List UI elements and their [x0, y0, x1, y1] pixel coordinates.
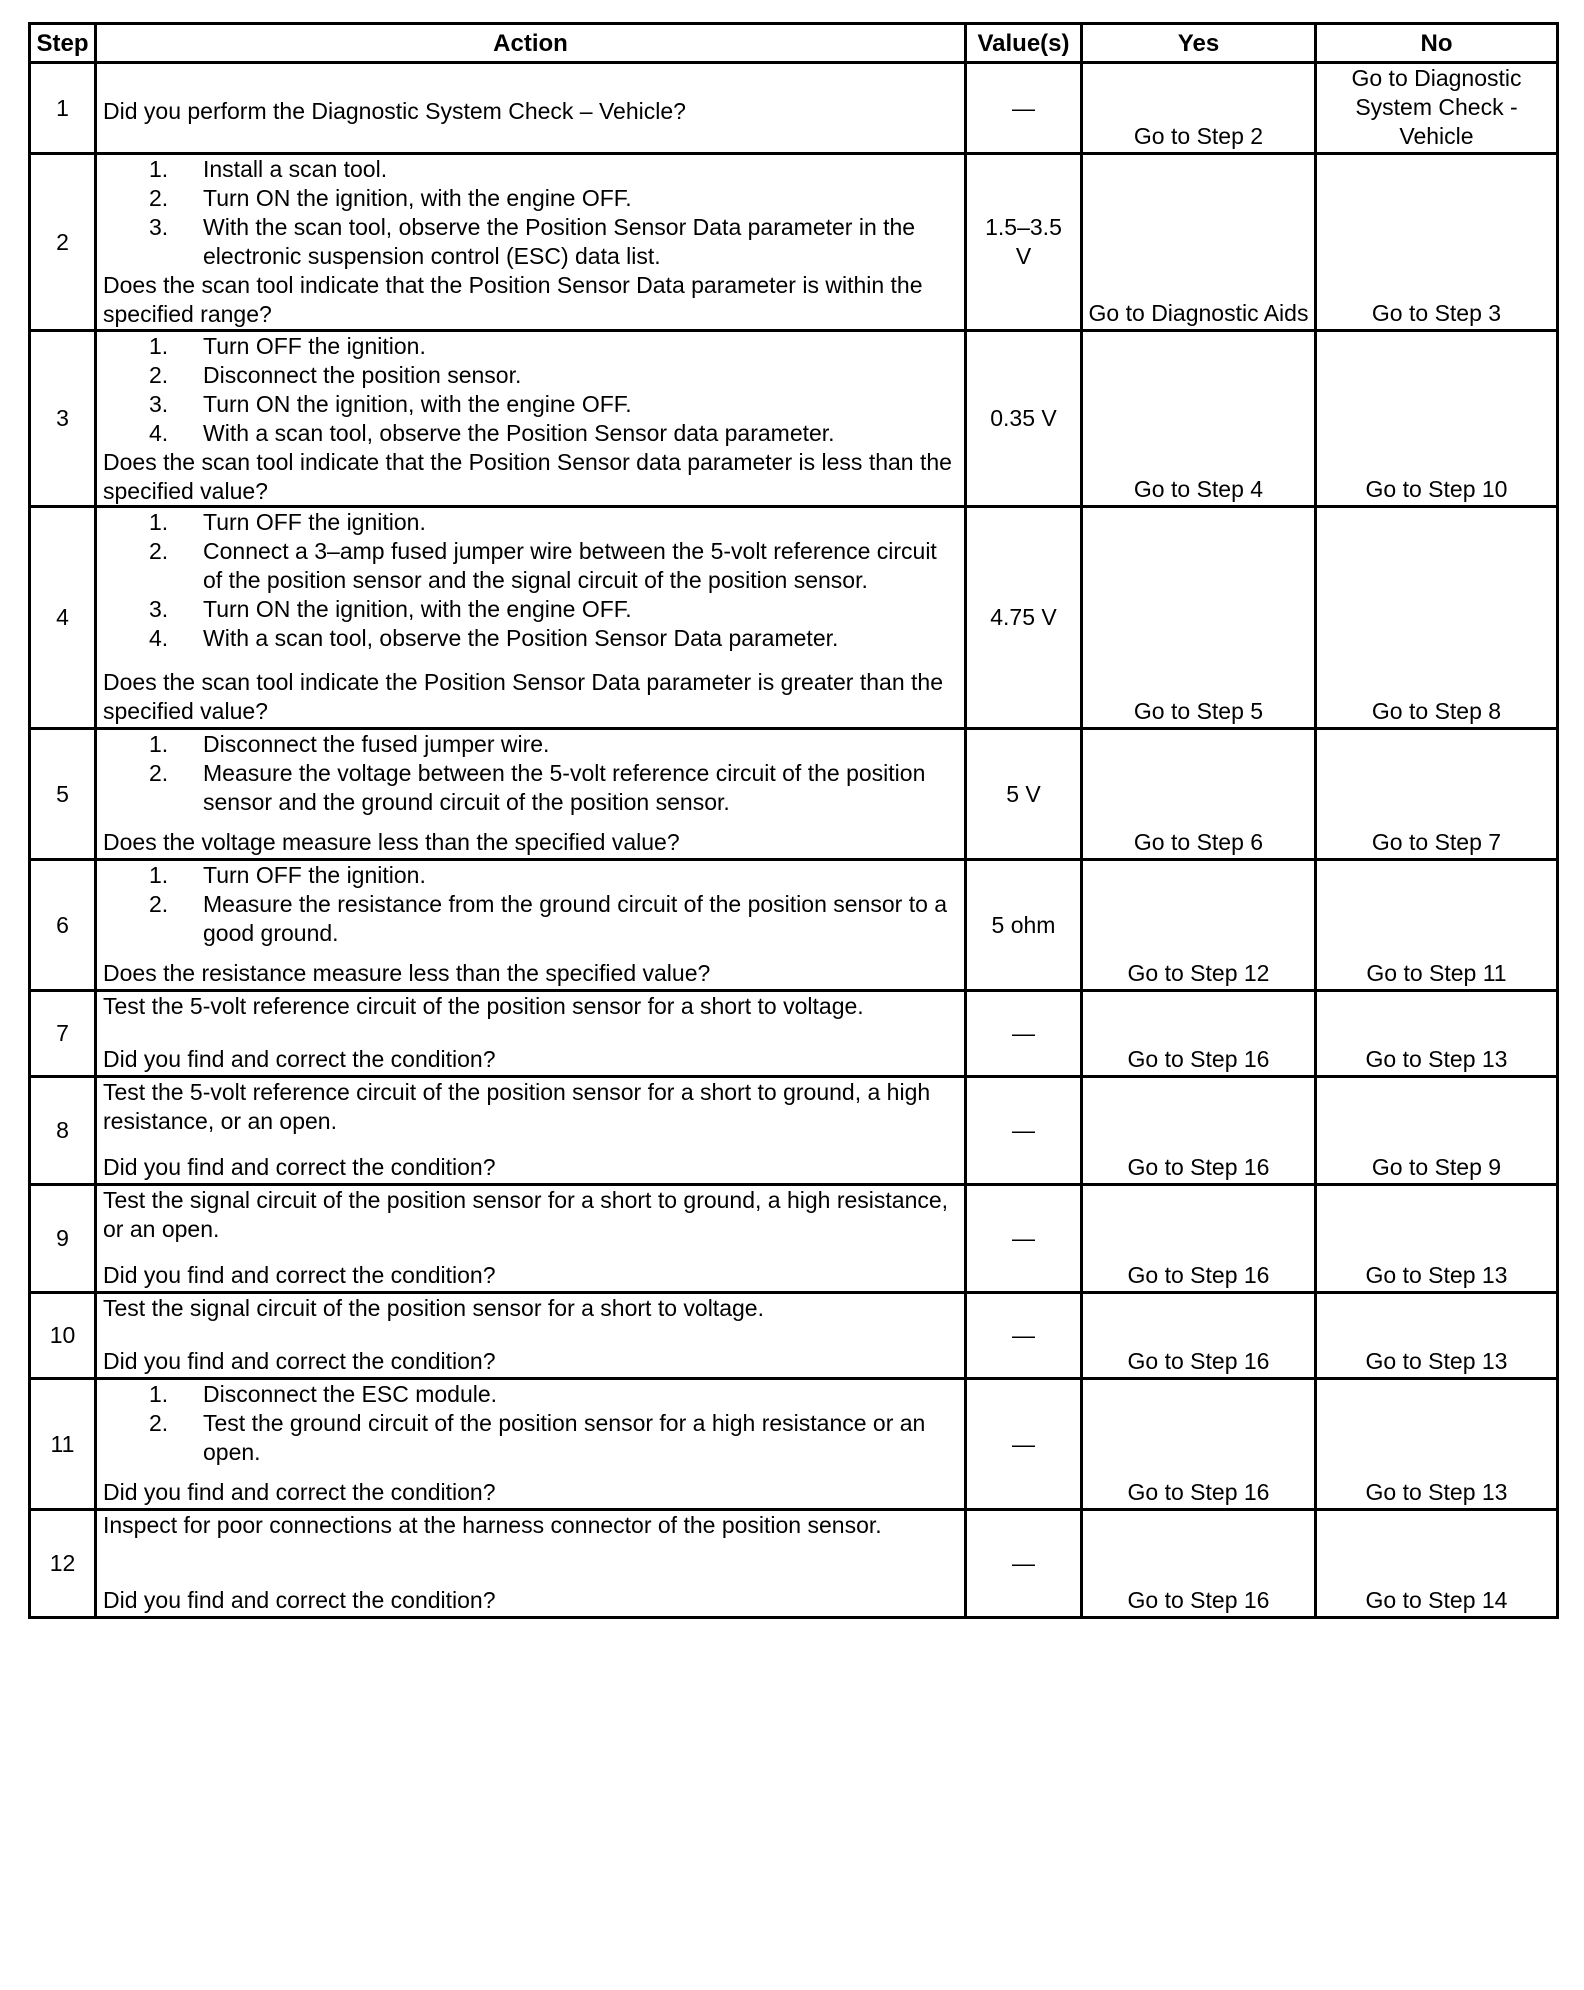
- action-instruction: Test the signal circuit of the position sensor for a short to voltage.: [103, 1295, 764, 1321]
- action-cell: [96, 860, 966, 991]
- table-row: [30, 991, 1558, 1077]
- no-cell: Go to Step 11: [1316, 860, 1558, 991]
- no-cell: Go to Step 9: [1316, 1077, 1558, 1185]
- table-body: [30, 63, 1558, 1618]
- action-cell: [96, 1379, 966, 1510]
- table-row: [30, 1293, 1558, 1379]
- diagnostic-table: [28, 22, 1559, 1619]
- table-row: [30, 507, 1558, 729]
- yes-cell: Go to Step 16: [1082, 1379, 1316, 1510]
- value-cell: —: [966, 991, 1082, 1077]
- action-question: Does the voltage measure less than the specified value?: [103, 829, 680, 855]
- value-cell: 5 ohm: [966, 860, 1082, 991]
- step-number: 3: [30, 331, 96, 507]
- value-cell: 1.5–3.5 V: [966, 154, 1082, 331]
- list-item-text: Turn OFF the ignition.: [203, 862, 426, 888]
- list-item-text: Disconnect the ESC module.: [203, 1381, 498, 1407]
- step-number: 4: [30, 507, 96, 729]
- yes-cell: Go to Step 16: [1082, 1510, 1316, 1618]
- no-cell: Go to Step 3: [1316, 154, 1558, 331]
- action-steps-list: [103, 861, 958, 948]
- list-item-text: Turn ON the ignition, with the engine OFF.: [203, 596, 632, 622]
- list-item-text: With a scan tool, observe the Position Sensor Data parameter.: [203, 625, 839, 651]
- value-cell: —: [966, 1379, 1082, 1510]
- value-cell: 5 V: [966, 729, 1082, 860]
- no-cell: Go to Step 13: [1316, 1293, 1558, 1379]
- action-instruction: Test the 5-volt reference circuit of the position sensor for a short to ground, a high resistance, or an open.: [103, 1079, 931, 1134]
- action-question: Does the scan tool indicate the Position Sensor Data parameter is greater than the specified value?: [103, 669, 943, 724]
- list-item-number: 1.: [149, 156, 169, 182]
- step-number: 9: [30, 1185, 96, 1293]
- action-question: Did you find and correct the condition?: [103, 1348, 496, 1374]
- list-item-number: 1.: [149, 509, 169, 535]
- list-item-number: 2.: [149, 760, 169, 786]
- value-cell: 4.75 V: [966, 507, 1082, 729]
- list-item-number: 3.: [149, 596, 169, 622]
- table-row: [30, 63, 1558, 154]
- step-number: 12: [30, 1510, 96, 1618]
- list-item-number: 1.: [149, 731, 169, 757]
- action-cell: [96, 154, 966, 331]
- yes-cell: Go to Step 5: [1082, 507, 1316, 729]
- action-cell: [96, 1185, 966, 1293]
- action-steps-list: [103, 508, 958, 653]
- header-row: [30, 24, 1558, 63]
- list-item: [149, 155, 958, 184]
- step-number: 5: [30, 729, 96, 860]
- no-cell: Go to Step 13: [1316, 991, 1558, 1077]
- list-item-number: 4.: [149, 420, 169, 446]
- list-item-number: 2.: [149, 362, 169, 388]
- list-item: [149, 861, 958, 890]
- step-number: 8: [30, 1077, 96, 1185]
- action-question: Does the scan tool indicate that the Position Sensor data parameter is less than the specified value?: [103, 449, 952, 504]
- action-question: Does the resistance measure less than the specified value?: [103, 960, 711, 986]
- list-item: [149, 624, 958, 653]
- action-cell: [96, 1077, 966, 1185]
- action-question: Did you find and correct the condition?: [103, 1046, 496, 1072]
- value-cell: —: [966, 1185, 1082, 1293]
- action-cell: [96, 507, 966, 729]
- no-cell: Go to Step 13: [1316, 1185, 1558, 1293]
- table-row: [30, 729, 1558, 860]
- no-cell: Go to Diagnostic System Check - Vehicle: [1316, 63, 1558, 154]
- action-cell: [96, 331, 966, 507]
- action-cell: [96, 1293, 966, 1379]
- list-item-number: 2.: [149, 185, 169, 211]
- value-cell: —: [966, 1293, 1082, 1379]
- no-cell: Go to Step 13: [1316, 1379, 1558, 1510]
- action-steps-list: [103, 332, 958, 448]
- list-item-text: Turn ON the ignition, with the engine OFF.: [203, 391, 632, 417]
- list-item-text: Turn OFF the ignition.: [203, 509, 426, 535]
- list-item: [149, 1380, 958, 1409]
- list-item-text: Measure the voltage between the 5-volt reference circuit of the position sensor and the ground circuit of the position sensor.: [203, 760, 926, 815]
- yes-cell: Go to Step 6: [1082, 729, 1316, 860]
- list-item: [149, 361, 958, 390]
- table-row: [30, 1510, 1558, 1618]
- action-instruction: Test the signal circuit of the position sensor for a short to ground, a high resistance, or an open.: [103, 1187, 949, 1242]
- list-item: [149, 332, 958, 361]
- value-cell: —: [966, 1510, 1082, 1618]
- list-item: [149, 390, 958, 419]
- no-cell: Go to Step 7: [1316, 729, 1558, 860]
- list-item-number: 3.: [149, 391, 169, 417]
- action-question: Did you perform the Diagnostic System Check – Vehicle?: [103, 98, 686, 124]
- list-item-text: Install a scan tool.: [203, 156, 388, 182]
- no-cell: Go to Step 10: [1316, 331, 1558, 507]
- yes-cell: Go to Step 4: [1082, 331, 1316, 507]
- list-item: [149, 419, 958, 448]
- list-item-number: 4.: [149, 625, 169, 651]
- action-cell: [96, 1510, 966, 1618]
- header-step: Step: [30, 24, 96, 63]
- table-row: [30, 331, 1558, 507]
- list-item: [149, 213, 958, 271]
- list-item-number: 2.: [149, 1410, 169, 1436]
- step-number: 6: [30, 860, 96, 991]
- table-row: [30, 1077, 1558, 1185]
- action-cell: [96, 991, 966, 1077]
- no-cell: Go to Step 14: [1316, 1510, 1558, 1618]
- list-item: [149, 537, 958, 595]
- action-question: Does the scan tool indicate that the Position Sensor Data parameter is within the specified range?: [103, 272, 923, 327]
- list-item: [149, 890, 958, 948]
- action-cell: [96, 63, 966, 154]
- yes-cell: Go to Step 16: [1082, 1293, 1316, 1379]
- step-number: 7: [30, 991, 96, 1077]
- action-cell: [96, 729, 966, 860]
- yes-cell: Go to Step 16: [1082, 991, 1316, 1077]
- list-item-number: 1.: [149, 1381, 169, 1407]
- yes-cell: Go to Step 16: [1082, 1185, 1316, 1293]
- step-number: 2: [30, 154, 96, 331]
- table-row: [30, 860, 1558, 991]
- header-no: No: [1316, 24, 1558, 63]
- action-question: Did you find and correct the condition?: [103, 1262, 496, 1288]
- action-steps-list: [103, 730, 958, 817]
- header-yes: Yes: [1082, 24, 1316, 63]
- table-row: [30, 1379, 1558, 1510]
- list-item-text: Test the ground circuit of the position sensor for a high resistance or an open.: [203, 1410, 926, 1465]
- yes-cell: Go to Step 12: [1082, 860, 1316, 991]
- list-item-number: 1.: [149, 862, 169, 888]
- list-item: [149, 730, 958, 759]
- value-cell: 0.35 V: [966, 331, 1082, 507]
- list-item: [149, 508, 958, 537]
- table-row: [30, 154, 1558, 331]
- header-action: Action: [96, 24, 966, 63]
- no-cell: Go to Step 8: [1316, 507, 1558, 729]
- step-number: 10: [30, 1293, 96, 1379]
- list-item-text: With the scan tool, observe the Position Sensor Data parameter in the electronic suspension control (ESC) data list.: [203, 214, 916, 269]
- list-item-text: Connect a 3–amp fused jumper wire between the 5-volt reference circuit of the position sensor and the signal circuit of the position sensor.: [203, 538, 937, 593]
- list-item-text: Turn ON the ignition, with the engine OFF.: [203, 185, 632, 211]
- list-item-text: Disconnect the fused jumper wire.: [203, 731, 550, 757]
- action-question: Did you find and correct the condition?: [103, 1154, 496, 1180]
- value-cell: —: [966, 63, 1082, 154]
- yes-cell: Go to Step 2: [1082, 63, 1316, 154]
- action-question: Did you find and correct the condition?: [103, 1587, 496, 1613]
- list-item-number: 2.: [149, 891, 169, 917]
- list-item-text: Disconnect the position sensor.: [203, 362, 522, 388]
- list-item: [149, 1409, 958, 1467]
- list-item-number: 1.: [149, 333, 169, 359]
- action-question: Did you find and correct the condition?: [103, 1479, 496, 1505]
- header-values: Value(s): [966, 24, 1082, 63]
- yes-cell: Go to Step 16: [1082, 1077, 1316, 1185]
- list-item: [149, 595, 958, 624]
- list-item-text: Turn OFF the ignition.: [203, 333, 426, 359]
- list-item-text: With a scan tool, observe the Position Sensor data parameter.: [203, 420, 835, 446]
- action-steps-list: [103, 155, 958, 271]
- list-item: [149, 184, 958, 213]
- action-instruction: Test the 5-volt reference circuit of the position sensor for a short to voltage.: [103, 993, 864, 1019]
- list-item-text: Measure the resistance from the ground circuit of the position sensor to a good ground.: [203, 891, 948, 946]
- yes-cell: Go to Diagnostic Aids: [1082, 154, 1316, 331]
- list-item: [149, 759, 958, 817]
- step-number: 1: [30, 63, 96, 154]
- list-item-number: 2.: [149, 538, 169, 564]
- list-item-number: 3.: [149, 214, 169, 240]
- action-steps-list: [103, 1380, 958, 1467]
- value-cell: —: [966, 1077, 1082, 1185]
- step-number: 11: [30, 1379, 96, 1510]
- table-row: [30, 1185, 1558, 1293]
- action-instruction: Inspect for poor connections at the harness connector of the position sensor.: [103, 1512, 882, 1538]
